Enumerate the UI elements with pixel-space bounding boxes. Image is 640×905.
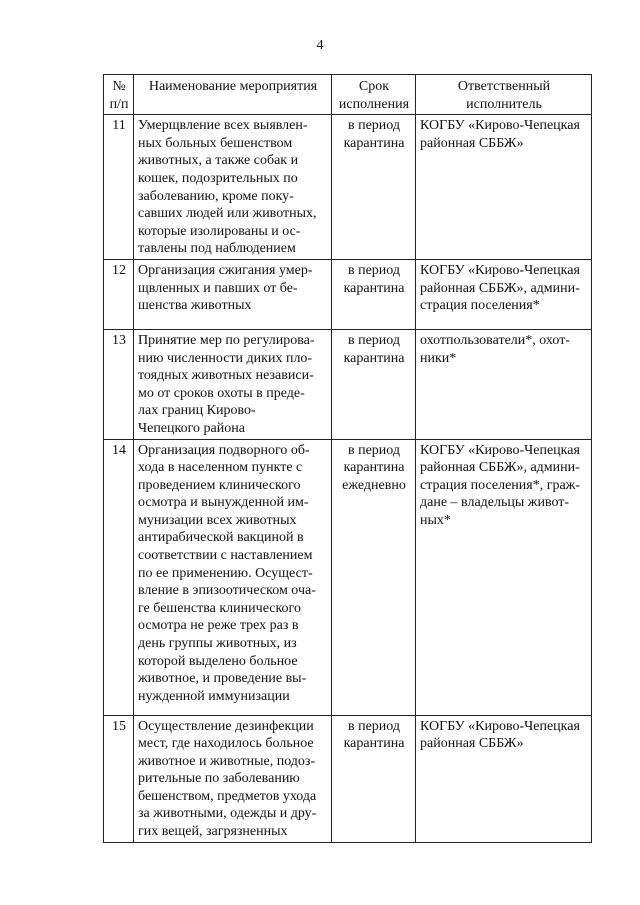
row-number: 12 <box>104 259 134 329</box>
table-row <box>104 715 592 842</box>
text-line: заболеванию, кроме поку- <box>138 188 294 204</box>
text-line: которой выделено больное <box>138 653 298 669</box>
text-line: по ее применению. Осущест- <box>138 565 313 581</box>
text-line: дане – владельцы живот- <box>420 495 570 511</box>
responsible <box>416 329 592 439</box>
text-line: шенства животных <box>138 298 252 314</box>
text-line: КОГБУ «Кирово-Чепецкая <box>420 442 580 458</box>
text-line: рительные по заболеванию <box>138 771 300 787</box>
text-line: страция поселения*, граж- <box>420 477 580 493</box>
responsible <box>416 115 592 260</box>
text-line: бешенством, предметов ухода <box>138 788 317 804</box>
text-line: которые изолированы и ос- <box>138 223 301 239</box>
text-line: карантина <box>343 280 405 296</box>
header-line: исполнитель <box>466 96 542 112</box>
row-number: 14 <box>104 439 134 715</box>
activity-name <box>134 715 332 842</box>
text-line: в период <box>347 332 401 348</box>
deadline <box>332 115 416 260</box>
activity-name <box>134 439 332 715</box>
text-line: кошек, подозрительных по <box>138 170 298 186</box>
text-line: вление в эпизоотическом оча- <box>138 583 316 599</box>
table-row <box>104 439 592 715</box>
activity-name <box>134 259 332 329</box>
header-line: п/п <box>109 96 129 112</box>
header-deadline <box>332 75 416 115</box>
text-line: карантина <box>343 460 405 476</box>
text-line: КОГБУ «Кирово-Чепецкая <box>420 262 580 278</box>
row-number: 15 <box>104 715 134 842</box>
header-activity-name <box>134 75 332 115</box>
text-line: карантина <box>343 736 405 752</box>
text-line: Осуществление дезинфекции <box>138 718 314 734</box>
activity-name <box>134 329 332 439</box>
page-number: 4 <box>316 38 324 53</box>
text-line: мунизации всех животных <box>138 512 297 528</box>
text-line: Умерщвление всех выявлен- <box>138 118 308 134</box>
text-line: осмотра и вынужденной им- <box>138 495 309 511</box>
responsible <box>416 439 592 715</box>
table-row <box>104 329 592 439</box>
text-line: районная СББЖ», админи- <box>420 460 580 476</box>
deadline <box>332 329 416 439</box>
header-line: № <box>112 79 126 94</box>
table-header-row <box>104 75 592 115</box>
text-line: в период <box>347 718 401 734</box>
text-line: нужденной иммунизации <box>138 688 290 704</box>
activity-name <box>134 115 332 260</box>
text-line: нию численности диких пло- <box>138 350 313 366</box>
text-line: ге бешенства клинического <box>138 600 301 616</box>
row-number: 11 <box>104 115 134 260</box>
header-number <box>104 75 134 115</box>
text-line: мо от сроков охоты в преде- <box>138 385 305 401</box>
deadline <box>332 715 416 842</box>
text-line: Чепецкого района <box>138 420 245 436</box>
text-line: охотпользователи*, охот- <box>420 332 570 348</box>
activities-table <box>103 74 592 843</box>
text-line: тоядных животных независи- <box>138 368 314 384</box>
text-line: в период <box>347 442 401 458</box>
text-line: ных* <box>420 512 451 528</box>
text-line: савших людей или животных, <box>138 206 317 222</box>
responsible <box>416 715 592 842</box>
text-line: ники* <box>420 350 457 366</box>
text-line: районная СББЖ» <box>420 736 524 752</box>
text-line: карантина <box>343 350 405 366</box>
text-line: КОГБУ «Кирово-Чепецкая <box>420 718 580 734</box>
text-line: Организация подворного об- <box>138 442 310 458</box>
text-line: проведением клинического <box>138 477 301 493</box>
text-line: гих вещей, загрязненных <box>138 824 288 840</box>
text-line: ежедневно <box>342 477 406 493</box>
text-line: ных больных бешенством <box>138 135 293 151</box>
text-line: в период <box>347 118 401 134</box>
text-line: за животными, одежды и дру- <box>138 806 317 822</box>
table-row <box>104 259 592 329</box>
text-line: лах границ Кирово- <box>138 403 256 419</box>
header-line: Наименование мероприятия <box>148 79 318 94</box>
text-line: мест, где находилось больное <box>138 736 314 752</box>
text-line: день группы животных, из <box>138 636 297 652</box>
deadline <box>332 439 416 715</box>
text-line: районная СББЖ», админи- <box>420 280 580 296</box>
text-line: животных, а также собак и <box>138 153 299 169</box>
text-line: в период <box>347 262 401 278</box>
header-line: исполнения <box>338 96 410 112</box>
table-row <box>104 115 592 260</box>
text-line: страция поселения* <box>420 298 540 314</box>
text-line: осмотра не реже трех раз в <box>138 618 299 634</box>
text-line: КОГБУ «Кирово-Чепецкая <box>420 118 580 134</box>
text-line: тавлены под наблюдением <box>138 241 296 257</box>
header-responsible <box>416 75 592 115</box>
text-line: животное и животные, подоз- <box>138 753 316 769</box>
text-line: животное, и проведение вы- <box>138 671 307 687</box>
row-number: 13 <box>104 329 134 439</box>
text-line: карантина <box>343 135 405 151</box>
deadline <box>332 259 416 329</box>
responsible <box>416 259 592 329</box>
text-line: антирабической вакциной в <box>138 530 304 546</box>
text-line: соответствии с наставлением <box>138 548 313 564</box>
header-line: Срок <box>358 79 390 94</box>
text-line: хода в населенном пункте с <box>138 460 303 476</box>
text-line: щвленных и павших от бе- <box>138 280 298 296</box>
text-line: районная СББЖ» <box>420 135 524 151</box>
text-line: Принятие мер по регулирова- <box>138 332 315 348</box>
text-line: Организация сжигания умер- <box>138 262 313 278</box>
header-line: Ответственный <box>457 79 551 94</box>
